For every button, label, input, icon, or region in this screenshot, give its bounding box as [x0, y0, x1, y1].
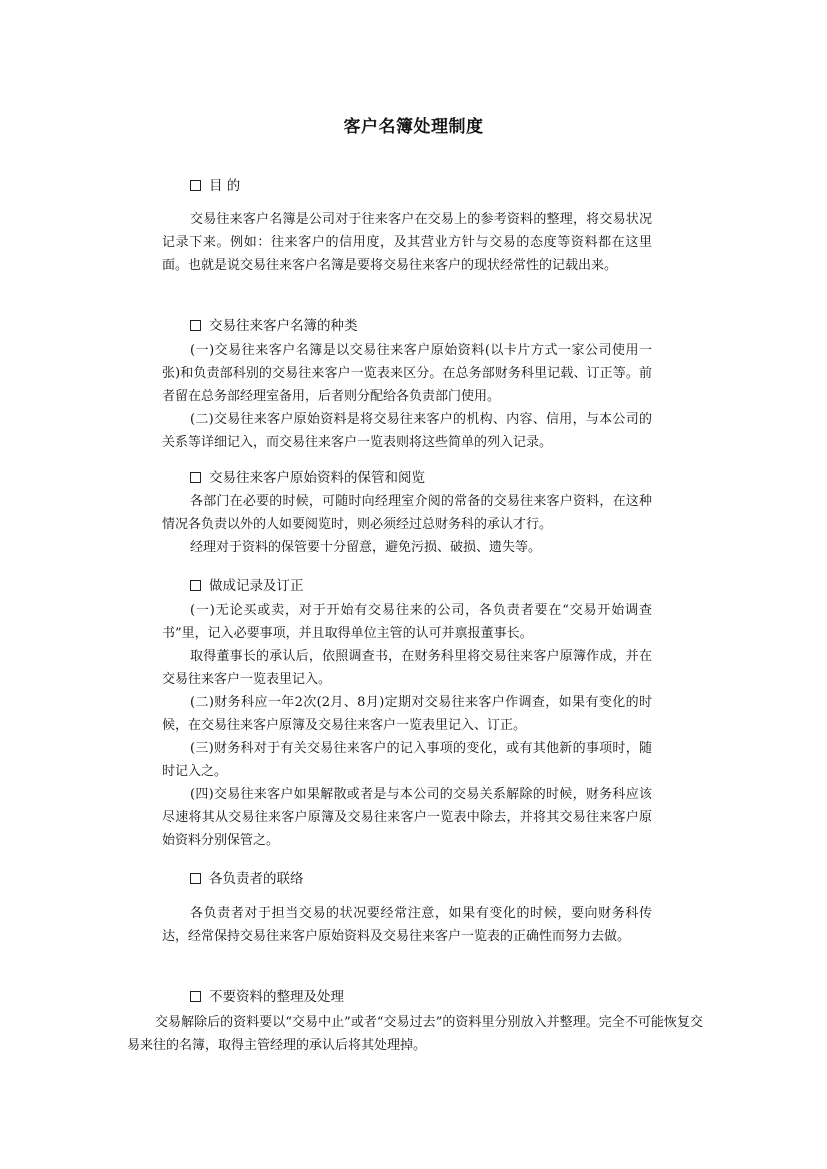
paragraph: (三)财务科对于有关交易往来客户的记入事项的变化，或有其他新的事项时，随时记入之。	[162, 741, 652, 779]
section-heading-records: 做成记录及订正	[190, 576, 304, 596]
paragraph: 经理对于资料的保管要十分留意，避免污损、破损、遗失等。	[190, 540, 542, 555]
section-heading-storage: 交易往来客户原始资料的保管和阅览	[190, 468, 425, 488]
checkbox-icon	[190, 873, 201, 884]
section-body-types	[162, 339, 652, 454]
checkbox-icon	[190, 180, 201, 191]
paragraph: 各部门在必要的时候，可随时向经理室介阅的常备的交易往来客户资料，在这种情况各负责以外的人如要阅览时，则必须经过总财务科的承认才行。	[162, 494, 652, 532]
checkbox-icon	[190, 320, 201, 331]
section-body-storage	[162, 490, 652, 559]
paragraph: (四)交易往来客户如果解散或者是与本公司的交易关系解除的时候，财务科应该尽速将其从交易往来客户原簿及交易往来客户一览表中除去，并将其交易往来客户原始资料分别保管之。	[162, 787, 652, 848]
checkbox-icon	[190, 472, 201, 483]
section-heading-types: 交易往来客户名簿的种类	[190, 316, 358, 336]
paragraph: 各负责者对于担当交易的状况要经常注意，如果有变化的时候，要向财务科传达，经常保持交易往来客户原始资料及交易往来客户一览表的正确性而努力去做。	[162, 906, 652, 944]
paragraph: (一)交易往来客户名簿是以交易往来客户原始资料(以卡片方式一家公司使用一张)和负责部科别的交易往来客户一览表来区分。在总务部财务科里记载、订正等。前者留在总务部经理室备用，后者则分配给各负责部门使用。	[162, 343, 652, 404]
checkbox-icon	[190, 991, 201, 1002]
checkbox-icon	[190, 580, 201, 591]
document-title: 客户名簿处理制度	[343, 117, 484, 137]
section-body-liaison	[162, 902, 652, 948]
section-body-records	[162, 599, 652, 852]
section-heading-disposal: 不要资料的整理及处理	[190, 987, 344, 1007]
paragraph: (二)交易往来客户原始资料是将交易往来客户的机构、内容、信用，与本公司的关系等详细记入，而交易往来客户一览表则将这些简单的列入记录。	[162, 412, 652, 450]
section-body-disposal	[127, 1011, 703, 1057]
paragraph: 交易往来客户名簿是公司对于往来客户在交易上的参考资料的整理，将交易状况记录下来。例如：往来客户的信用度，及其营业方针与交易的态度等资料都在这里面。也就是说交易往来客户名簿是要将交易往来客户的现状经常性的记载出来。	[162, 212, 652, 273]
section-body-purpose	[162, 208, 652, 277]
paragraph: 交易解除后的资料要以“交易中止”或者“交易过去”的资料里分别放入并整理。完全不可能恢复交易来往的名簿，取得主管经理的承认后将其处理掉。	[127, 1015, 703, 1053]
section-heading-liaison: 各负责者的联络	[190, 869, 304, 889]
paragraph: (一)无论买或卖，对于开始有交易往来的公司，各负责者要在“交易开始调查书”里，记入必要事项，并且取得单位主管的认可并禀报董事长。	[162, 603, 652, 641]
paragraph: (二)财务科应一年2次(2月、8月)定期对交易往来客户作调查，如果有变化的时候，在交易往来客户原簿及交易往来客户一览表里记入、订正。	[162, 695, 652, 733]
section-heading-purpose: 目 的	[190, 176, 240, 196]
paragraph: 取得董事长的承认后，依照调查书，在财务科里将交易往来客户原簿作成，并在交易往来客户一览表里记入。	[162, 649, 652, 687]
